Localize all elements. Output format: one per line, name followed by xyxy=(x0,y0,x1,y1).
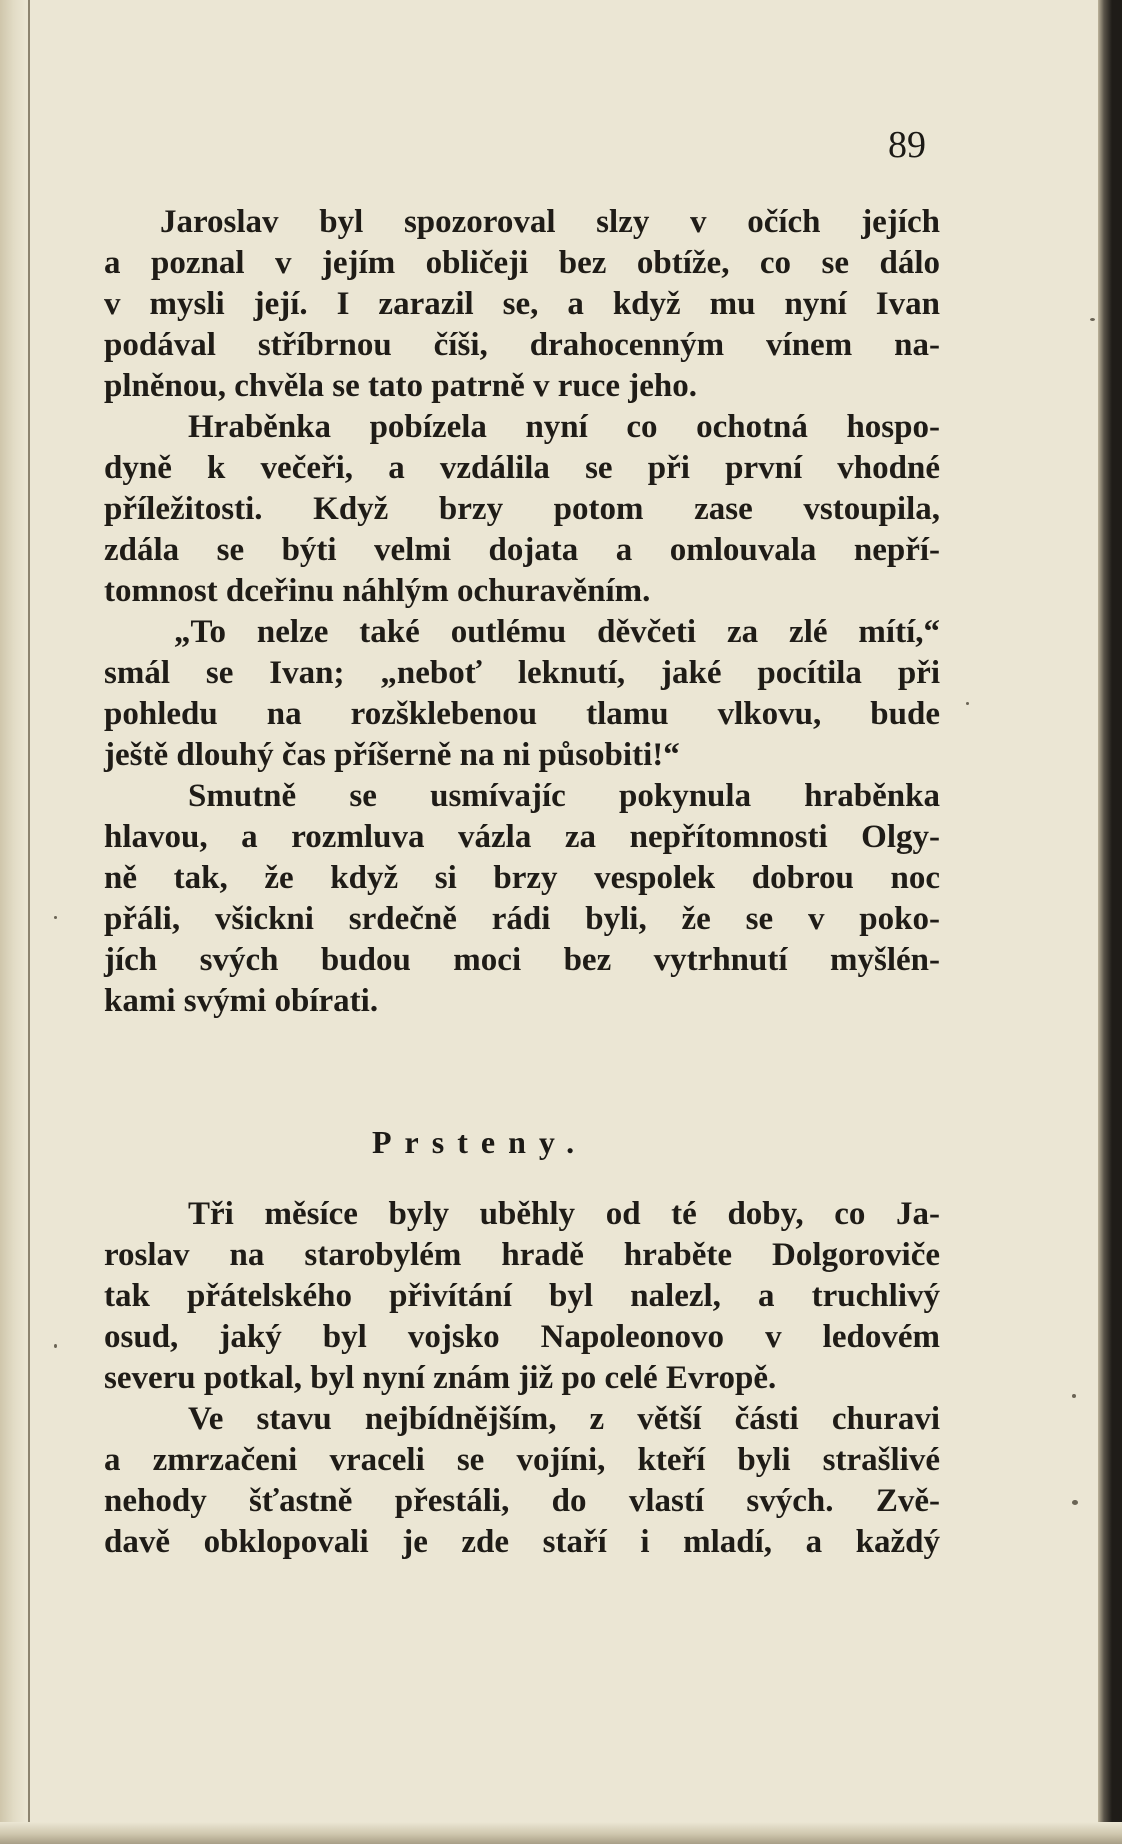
text-line: Tři měsíce byly uběhly od té doby, co Ja- xyxy=(188,1196,940,1232)
text-line: v mysli její. I zarazil se, a když mu nyní Ivan xyxy=(104,286,940,322)
text-line: podával stříbrnou číši, drahocenným vínem na- xyxy=(104,327,940,363)
text-line: smál se Ivan; „neboť leknutí, jaké pocítila při xyxy=(104,655,940,691)
text-line: ně tak, že když si brzy vespolek dobrou noc xyxy=(104,860,940,896)
text-line: hlavou, a rozmluva vázla za nepřítomnosti Olgy- xyxy=(104,819,940,855)
scan-speck xyxy=(1072,1500,1078,1505)
text-line: Smutně se usmívajíc pokynula hraběnka xyxy=(188,778,940,814)
text-line: Jaroslav byl spozoroval slzy v očích jejích xyxy=(160,204,940,240)
paragraph xyxy=(104,202,940,407)
paragraph xyxy=(104,407,940,612)
scan-speck xyxy=(1072,1394,1076,1398)
page-number: 89 xyxy=(888,124,926,166)
text-block-bottom xyxy=(104,1194,940,1563)
page-gutter xyxy=(0,0,26,1844)
section-heading: Prsteny. xyxy=(372,1124,588,1160)
text-block-top xyxy=(104,202,940,1022)
paragraph xyxy=(104,1399,940,1563)
text-line: „To nelze také outlému děvčeti za zlé mítí,“ xyxy=(174,614,940,650)
gutter-fold-line xyxy=(28,0,30,1844)
page-bottom-edge xyxy=(0,1822,1122,1844)
paragraph xyxy=(104,776,940,1022)
text-line: plněnou, chvěla se tato patrně v ruce jeho. xyxy=(104,368,698,404)
text-line: ještě dlouhý čas příšerně na ni působiti!“ xyxy=(104,737,680,773)
page-right-edge xyxy=(1098,0,1122,1844)
text-line: roslav na starobylém hradě hraběte Dolgoroviče xyxy=(104,1237,940,1273)
text-line: přáli, všickni srdečně rádi byli, že se v poko- xyxy=(104,901,940,937)
text-line: příležitosti. Když brzy potom zase vstoupila, xyxy=(104,491,940,527)
scan-speck xyxy=(54,916,57,919)
text-line: dyně k večeři, a vzdálila se při první vhodné xyxy=(104,450,940,486)
text-line: jích svých budou moci bez vytrhnutí myšlén- xyxy=(104,942,940,978)
text-line: severu potkal, byl nyní znám již po celé Evropě. xyxy=(104,1360,777,1396)
text-line: nehody šťastně přestáli, do vlastí svých. Zvě- xyxy=(104,1483,940,1519)
paragraph xyxy=(104,612,940,776)
text-line: a poznal v jejím obličeji bez obtíže, co se dálo xyxy=(104,245,940,281)
scan-speck xyxy=(966,702,969,705)
paragraph xyxy=(104,1194,940,1399)
text-line: kami svými obírati. xyxy=(104,983,379,1019)
text-line: Ve stavu nejbídnějším, z větší části churavi xyxy=(188,1401,940,1437)
text-line: pohledu na rozšklebenou tlamu vlkovu, bude xyxy=(104,696,940,732)
text-line: osud, jaký byl vojsko Napoleonovo v ledovém xyxy=(104,1319,940,1355)
text-line: zdála se býti velmi dojata a omlouvala nepří- xyxy=(104,532,940,568)
text-line: tak přátelského přivítání byl nalezl, a truchlivý xyxy=(104,1278,940,1314)
text-line: davě obklopovali je zde staří i mladí, a každý xyxy=(104,1524,940,1560)
text-line: a zmrzačeni vraceli se vojíni, kteří byli strašlivé xyxy=(104,1442,940,1478)
text-line: tomnost dceřinu náhlým ochuravěním. xyxy=(104,573,651,609)
text-line: Hraběnka pobízela nyní co ochotná hospo- xyxy=(188,409,940,445)
scan-speck xyxy=(1090,318,1095,321)
scan-speck xyxy=(54,1344,57,1348)
